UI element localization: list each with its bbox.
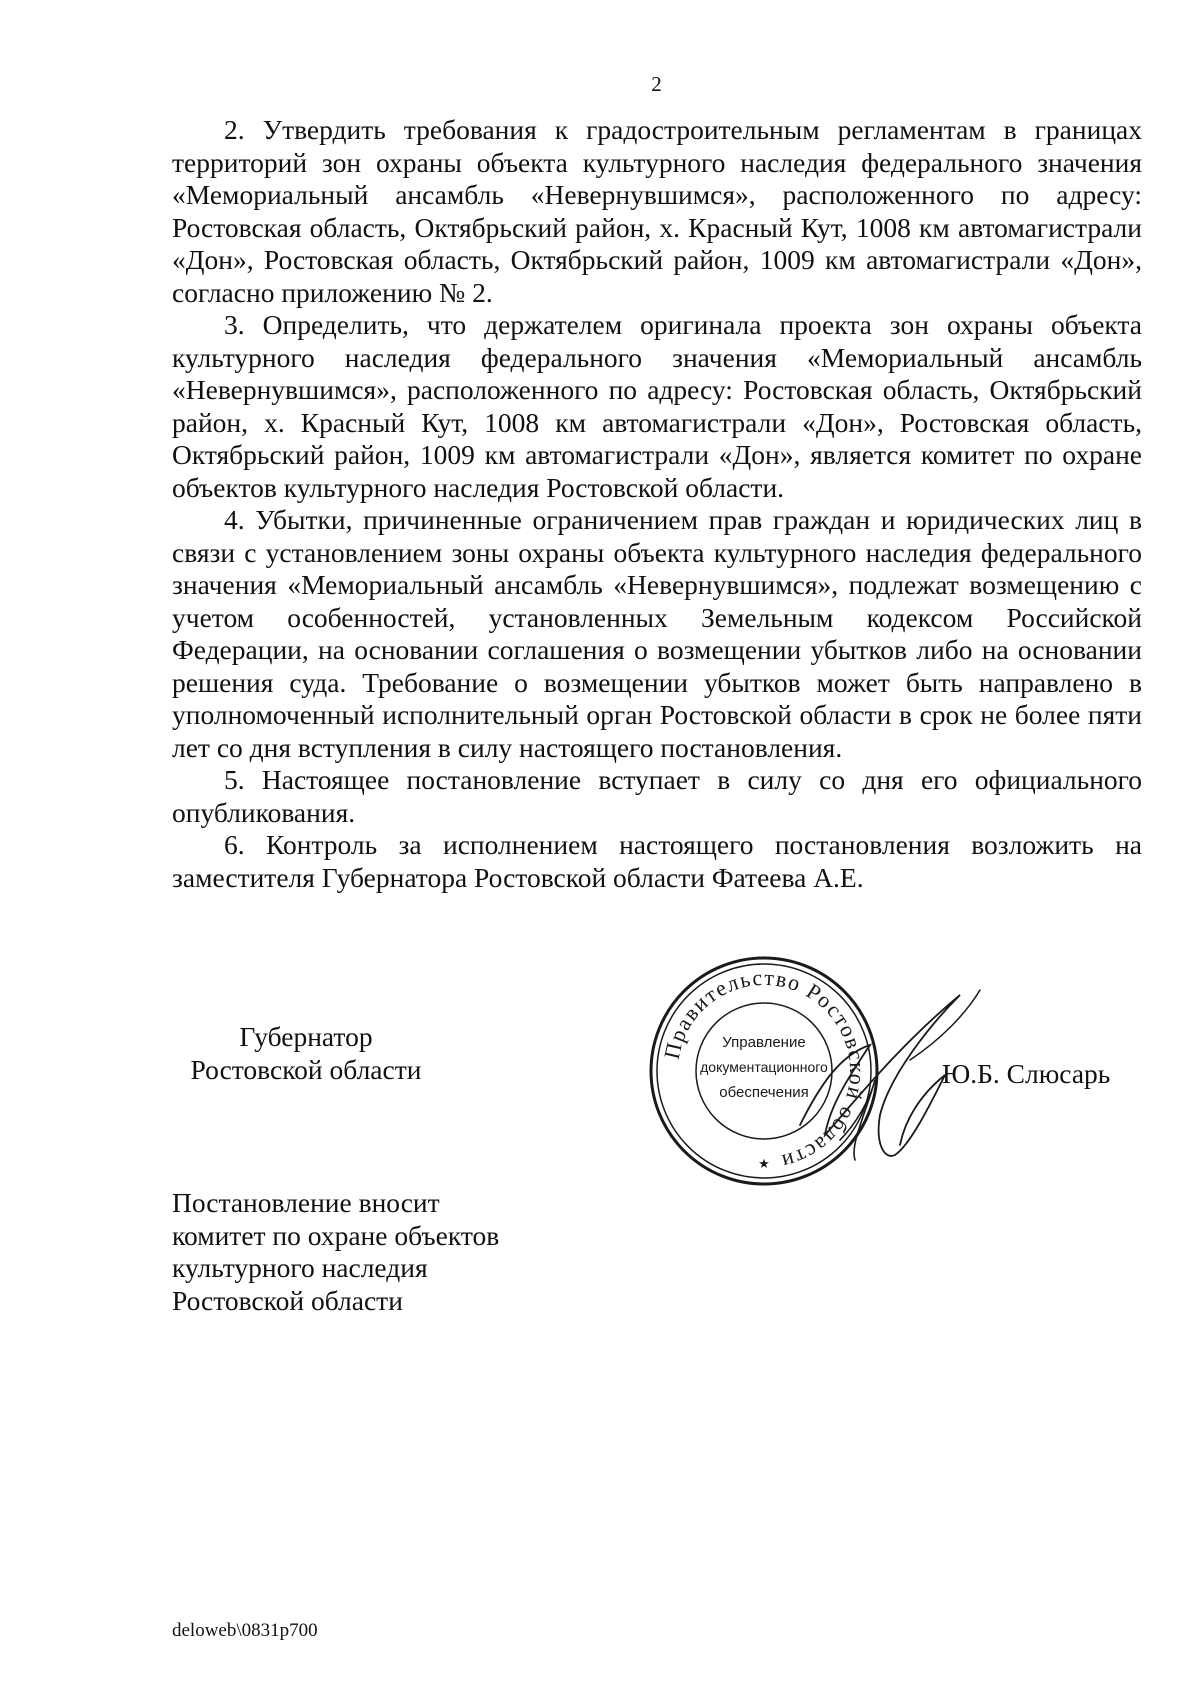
signer-name: Ю.Б. Слюсарь bbox=[942, 1058, 1111, 1089]
document-body bbox=[172, 114, 1142, 894]
paragraph-2: 2. Утвердить требования к градостроительным регламентам в границах территорий зон охраны объекта культурного наследия федерального значения «Мемориальный ансамбль «Невернувшимся», расположенного по адресу: Ростовская область, Октябрьский район, х. Красный Кут, 1008 км автомагистрали «Дон», Ростовская область, Октябрьский район, 1009 км автомагистрали «Дон», согласно приложению № 2. bbox=[172, 114, 1142, 308]
paragraph-4: 4. Убытки, причиненные ограничением прав граждан и юридических лиц в связи с установлением зоны охраны объекта культурного наследия федерального значения «Мемориальный ансамбль «Невернувшимся», подлежат возмещению с учетом особенностей, установленных Земельным кодексом Российской Федерации, на основании соглашения о возмещении убытков либо на основании решения суда. Требование о возмещении убытков может быть направлено в уполномоченный исполнительный орган Ростовской области в срок не более пяти лет со дня вступления в силу настоящего постановления. bbox=[172, 504, 1142, 763]
signatory-title-line2: Ростовской области bbox=[190, 1054, 422, 1085]
submitted-by-line3: культурного наследия bbox=[172, 1252, 428, 1283]
seal-outer-text: Правительство Ростовской области bbox=[658, 964, 871, 1176]
paragraph-3: 3. Определить, что держателем оригинала проекта зон охраны объекта культурного наследия федерального значения «Мемориальный ансамбль «Невернувшимся», расположенного по адресу: Ростовская область, Октябрьский район, х. Красный Кут, 1008 км автомагистрали «Дон», Ростовская область, Октябрьский район, 1009 км автомагистрали «Дон», является комитет по охране объектов культурного наследия Ростовской области. bbox=[172, 309, 1142, 503]
seal-star-icon: ★ bbox=[758, 1157, 770, 1172]
submitted-by-block bbox=[172, 1187, 499, 1317]
seal-inner-line3: обеспечения bbox=[719, 1084, 809, 1101]
paragraph-5: 5. Настоящее постановление вступает в силу со дня его официального опубликования. bbox=[172, 764, 1142, 828]
signatory-title-line1: Губернатор bbox=[239, 1021, 373, 1052]
submitted-by-line4: Ростовской области bbox=[172, 1284, 403, 1316]
signatory-title bbox=[176, 1020, 436, 1086]
paragraph-6: 6. Контроль за исполнением настоящего постановления возложить на заместителя Губернатора Ростовской области Фатеева А.Е. bbox=[172, 829, 1142, 893]
page-number: 2 bbox=[651, 72, 662, 96]
submitted-by-line2: комитет по охране объектов bbox=[172, 1219, 500, 1251]
seal-inner-line1: Управление bbox=[722, 1034, 806, 1051]
seal-inner-line2: документационного bbox=[700, 1059, 828, 1075]
submitted-by-line1: Постановление вносит bbox=[172, 1187, 440, 1218]
footer-document-code: deloweb\0831p700 bbox=[172, 1620, 318, 1641]
